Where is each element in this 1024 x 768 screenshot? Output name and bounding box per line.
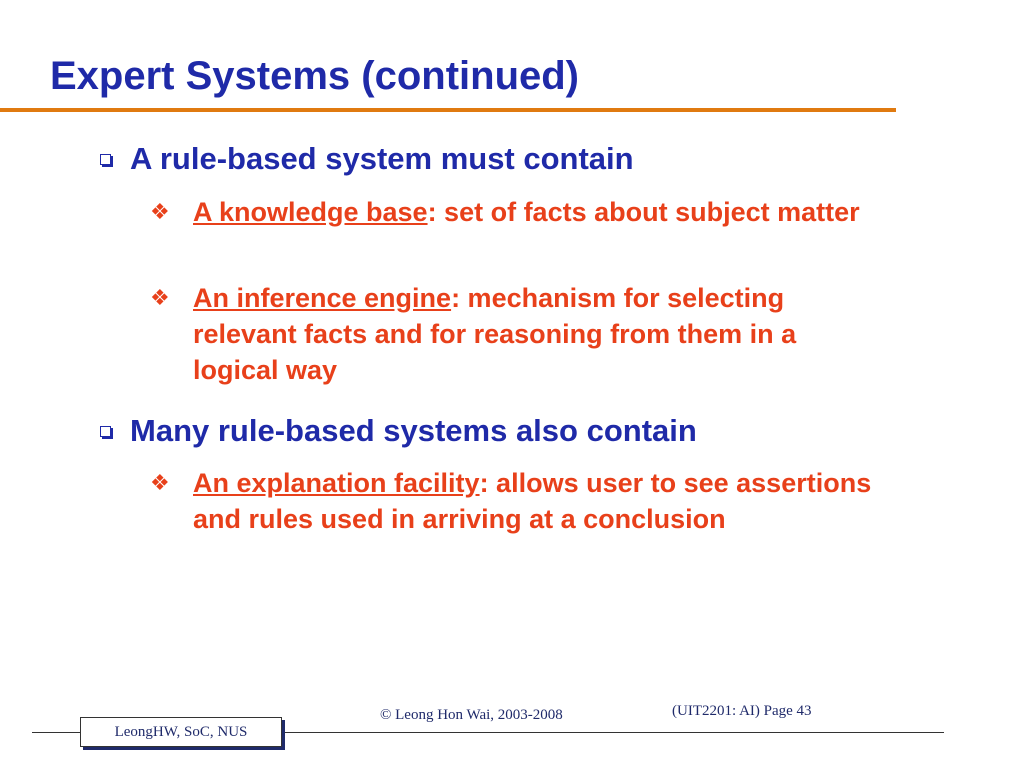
footer-page-number: (UIT2201: AI) Page 43 [672, 703, 812, 719]
bullet-text: Many rule-based systems also contain [130, 413, 697, 448]
footer-copyright: © Leong Hon Wai, 2003-2008 [380, 707, 563, 723]
square-box-icon [100, 426, 111, 437]
sub-bullet-term: A knowledge base [193, 197, 428, 227]
sub-bullet-term: An inference engine [193, 283, 452, 313]
sub-bullet-body [193, 280, 883, 388]
square-box-icon [100, 154, 111, 165]
four-diamond-icon: ❖ [150, 285, 170, 310]
title-underline-rule [0, 108, 896, 112]
sub-bullet-body [193, 465, 883, 537]
sub-bullet-description: : set of facts about subject matter [427, 197, 860, 227]
sub-bullet-description: : mechanism for selecting relevant facts and for reasoning from them in a logical way [193, 283, 797, 385]
sub-bullet-body [193, 194, 883, 230]
bullet-text: A rule-based system must contain [130, 141, 634, 176]
four-diamond-icon: ❖ [150, 470, 170, 495]
sub-bullet-description: : allows user to see assertions and rules used in arriving at a conclusion [193, 468, 872, 534]
four-diamond-icon: ❖ [150, 199, 170, 224]
footer-author-box: LeongHW, SoC, NUS [80, 717, 282, 747]
slide-title: Expert Systems (continued) [50, 54, 580, 98]
sub-bullet-term: An explanation facility [193, 468, 480, 498]
